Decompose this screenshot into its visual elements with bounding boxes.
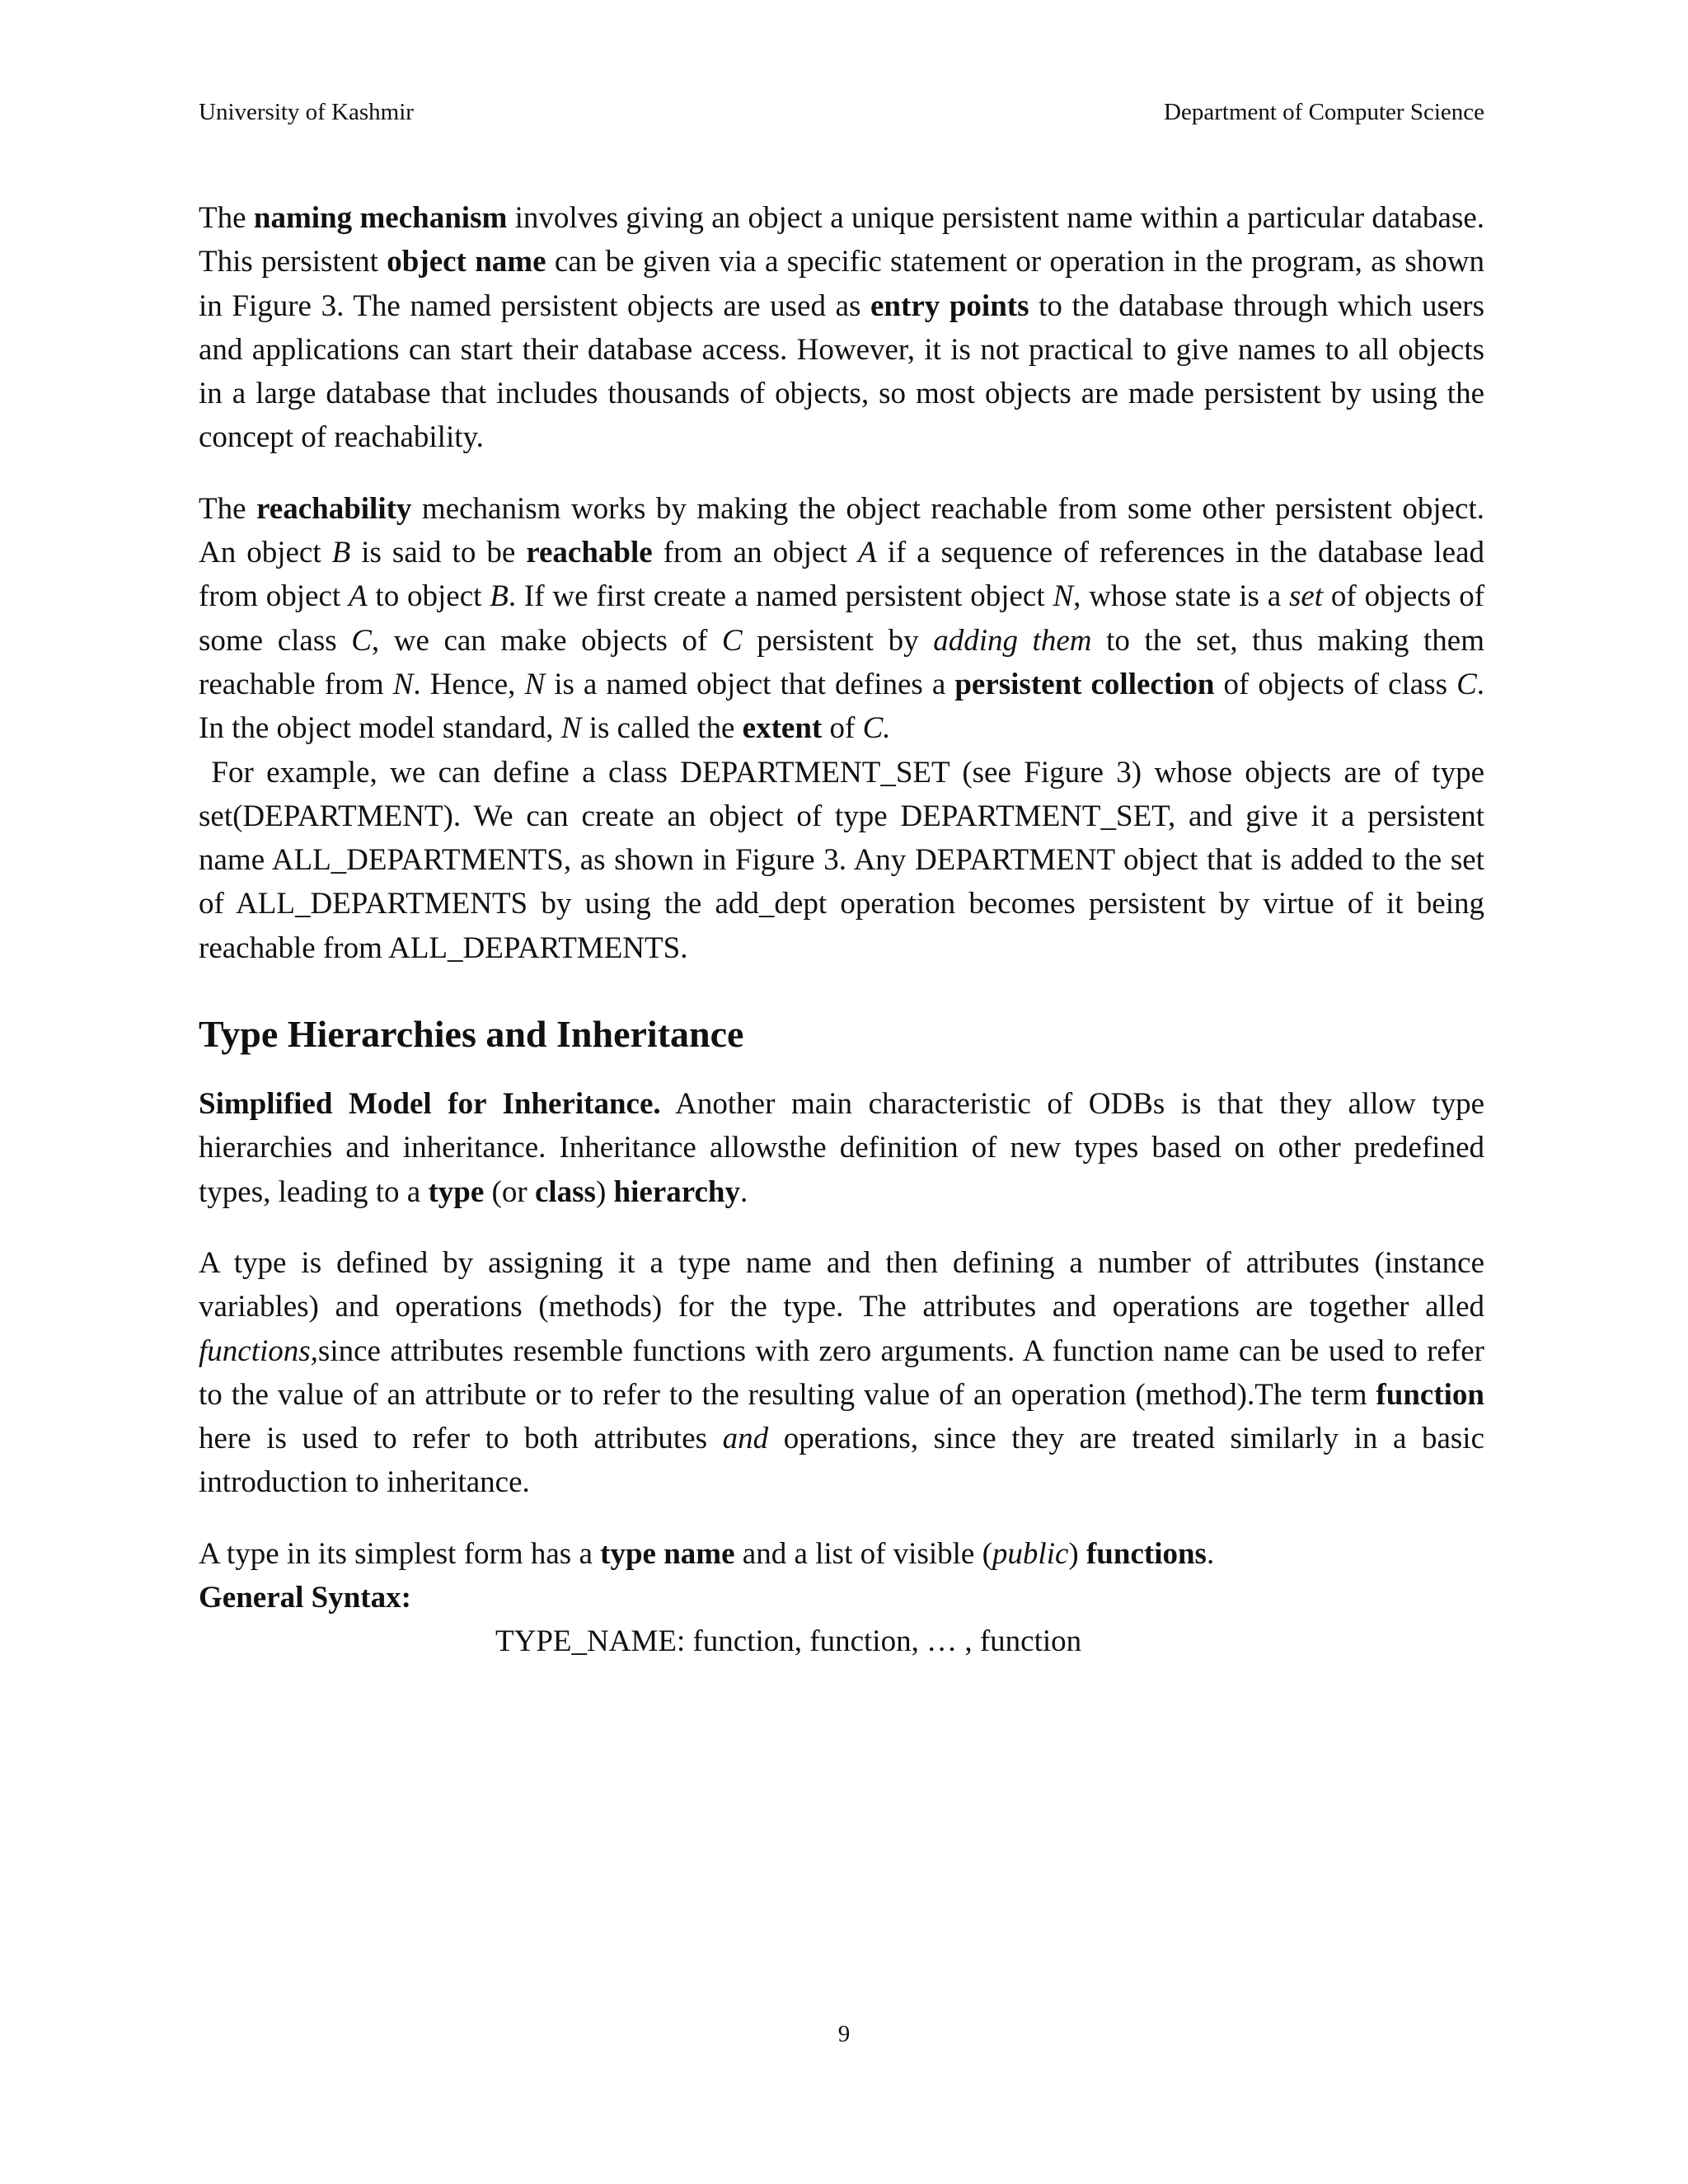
text-run: ) bbox=[595, 1174, 614, 1209]
text-run: A type is defined by assigning it a type name and then defining a number of attributes (instance variables) and operations (methods) for the type. The attributes and operations are together alled bbox=[199, 1245, 1484, 1324]
text-run: . If we first create a named persistent object bbox=[508, 579, 1053, 614]
text-run: involves giving an object a unique persistent name within a particular database. This persistent bbox=[199, 201, 1485, 279]
bold-term: functions bbox=[1085, 1536, 1207, 1571]
header-university: University of Kashmir bbox=[199, 99, 414, 125]
general-syntax-line: TYPE_NAME: function, function, … , function bbox=[495, 1624, 1082, 1659]
italic-term: public bbox=[992, 1536, 1069, 1571]
text-run: if a sequence of references in the database lead from object bbox=[199, 536, 1485, 614]
text-run: , we can make objects of bbox=[371, 623, 722, 658]
paragraph-reachability bbox=[199, 487, 1484, 970]
text-run: to the set, thus making them reachable from bbox=[199, 623, 1484, 701]
text-run: ) bbox=[1068, 1536, 1086, 1571]
italic-term: N bbox=[1053, 579, 1074, 614]
italic-term: B bbox=[490, 579, 509, 614]
paragraph-type-definition bbox=[199, 1241, 1484, 1505]
italic-term: A bbox=[348, 579, 368, 614]
text-run: A type in its simplest form has a bbox=[199, 1536, 601, 1571]
bold-term: function bbox=[1376, 1377, 1484, 1412]
italic-term: and bbox=[722, 1422, 769, 1456]
text-run: since attributes resemble functions with zero arguments. A function name can be used to refer to the value of an attribute or to refer to the resulting value of an operation (method).The term bbox=[199, 1333, 1484, 1412]
text-run: (or bbox=[484, 1174, 535, 1209]
text-run: . bbox=[1206, 1536, 1215, 1571]
text-run: persistent by bbox=[742, 623, 934, 658]
italic-term: set bbox=[1288, 579, 1324, 614]
bold-term: naming mechanism bbox=[253, 201, 508, 235]
bold-term: Simplified Model for Inheritance. bbox=[199, 1087, 661, 1122]
text-run: . In the object model standard, bbox=[199, 667, 1484, 746]
section-heading: Type Hierarchies and Inheritance bbox=[199, 1013, 744, 1056]
text-run: to the database through which users and applications can start their database access. However, it is not practical to give names to all objects in a large database that includes thousands of objects, so most objects are made persistent by using the concept of reachability. bbox=[199, 288, 1484, 455]
text-run: can be given via a specific statement or operation in the program, as shown in Figure 3. The named persistent objects are used as bbox=[199, 245, 1484, 323]
italic-term: C bbox=[351, 623, 372, 658]
text-run: of objects of some class bbox=[199, 579, 1485, 658]
text-run: is called the bbox=[581, 711, 743, 746]
text-run: from an object bbox=[652, 536, 858, 570]
italic-term: C bbox=[1456, 667, 1477, 701]
text-run: , whose state is a bbox=[1073, 579, 1289, 614]
paragraph-simplified-model bbox=[199, 1082, 1484, 1214]
text-run: mechanism works by making the object reachable from some other persistent object. An object bbox=[199, 491, 1484, 570]
italic-term: A bbox=[857, 536, 877, 570]
text-run: operations, since they are treated similarly in a basic introduction to inheritance. bbox=[199, 1422, 1485, 1500]
text-run: of bbox=[822, 711, 863, 746]
italic-term: N bbox=[560, 711, 582, 746]
bold-term: reachable bbox=[526, 536, 653, 570]
document-body bbox=[199, 196, 1484, 1664]
text-run: . bbox=[740, 1174, 748, 1209]
italic-term: N bbox=[392, 667, 414, 701]
bold-term: class bbox=[534, 1174, 596, 1209]
italic-term: C bbox=[721, 623, 743, 658]
text-run: and a list of visible ( bbox=[734, 1536, 992, 1571]
page-number: 9 bbox=[837, 2021, 851, 2047]
italic-term: B bbox=[331, 536, 351, 570]
bold-term: type name bbox=[600, 1536, 735, 1571]
bold-term: object name bbox=[387, 245, 546, 279]
text-run: . Hence, bbox=[413, 667, 525, 701]
text-run: is said to be bbox=[350, 536, 527, 570]
text-run: The bbox=[199, 201, 254, 235]
italic-term: N bbox=[524, 667, 546, 701]
paragraph-simplest-form bbox=[199, 1532, 1484, 1576]
text-run: The bbox=[199, 491, 257, 526]
text-run: here is used to refer to both attributes bbox=[199, 1422, 723, 1456]
bold-term: type bbox=[428, 1174, 485, 1209]
page-header bbox=[199, 97, 1484, 127]
text-run: to object bbox=[367, 579, 490, 614]
bold-term: reachability bbox=[256, 491, 412, 526]
italic-term: C. bbox=[862, 711, 891, 746]
bold-term: entry points bbox=[870, 288, 1029, 323]
text-run: Another main characteristic of ODBs is that they allow type hierarchies and inheritance. Inheritance allowsthe definition of new types based on other predefined types, leading to a bbox=[199, 1087, 1484, 1209]
italic-term: adding them bbox=[933, 623, 1092, 658]
header-department: Department of Computer Science bbox=[1164, 99, 1484, 125]
bold-term: hierarchy bbox=[613, 1174, 740, 1209]
bold-term: extent bbox=[742, 711, 823, 746]
italic-term: functions, bbox=[199, 1333, 318, 1368]
general-syntax-label: General Syntax: bbox=[199, 1581, 411, 1615]
text-run: of objects of class bbox=[1214, 667, 1457, 701]
text-run: For example, we can define a class DEPARTMENT_SET (see Figure 3) whose objects are of type set(DEPARTMENT). We can create an object of type DEPARTMENT_SET, and give it a persistent name ALL_DEPARTMENTS, as shown in Figure 3. Any DEPARTMENT object that is added to the set of ALL_DEPARTMENTS by using the add_dept operation becomes persistent by virtue of it being reachable from ALL_DEPARTMENTS. bbox=[199, 755, 1484, 965]
paragraph-naming-mechanism bbox=[199, 196, 1484, 460]
bold-term: persistent collection bbox=[954, 667, 1215, 701]
text-run: is a named object that defines a bbox=[545, 667, 955, 701]
